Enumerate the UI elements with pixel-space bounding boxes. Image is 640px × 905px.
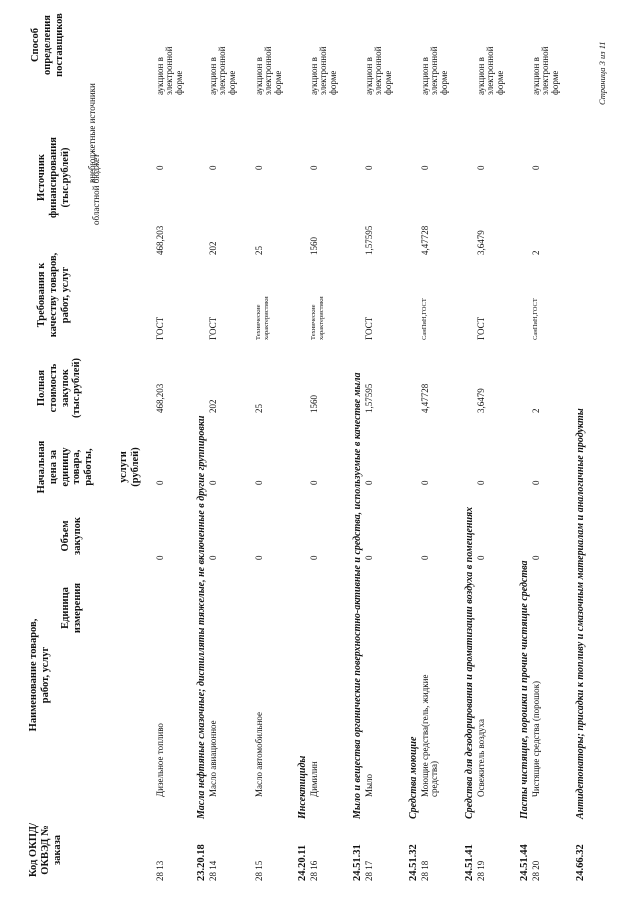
item-volume: 0 [531,555,541,560]
group-code: 24.51.31 [352,844,363,881]
item-requirements: ГОСТ [364,316,374,340]
item-method: аукцион в электронной форме [420,46,449,95]
order-number: 28 19 [476,860,486,881]
item-total: 1560 [309,395,319,413]
item-requirements: ГОСТ [208,316,218,340]
item-extra: 0 [476,165,486,170]
item-extra: 0 [309,165,319,170]
item-extra: 0 [254,165,264,170]
header-requirements: Требования к качеству товаров, работ, услуг [36,252,71,338]
group-code: 24.66.32 [575,844,586,881]
group-title: Антидетонаторы; присадки к топливу и смазочным материалам и аналогичные продукты [575,408,586,819]
item-regional: 3,6479 [476,230,486,255]
header-funding-extra: внебюджетные источники [87,83,97,183]
item-volume: 0 [208,555,218,560]
header-price-top: Начальная цена за единицу товара, работы, [36,440,94,494]
item-extra: 0 [420,165,430,170]
item-price: 0 [309,480,319,485]
item-name: Чистящие средства (порошок) [531,681,541,797]
group-title: Масла нефтяные смазочные; дистилляты тяжелые, не включенные в другие группировки [196,415,207,819]
order-number: 28 13 [155,860,165,881]
group-title: Средства для дезодорирования и ароматизации воздуха в помещениях [464,506,475,819]
header-funding-regional: областной бюджет [91,153,101,225]
item-total: 3,6479 [476,388,486,413]
item-volume: 0 [420,555,430,560]
item-regional: 1560 [309,237,319,255]
page-number: Страница 3 из 11 [597,41,607,105]
item-volume: 0 [309,555,319,560]
item-total: 468,203 [155,383,165,413]
order-number: 28 14 [208,860,218,881]
item-name: Моющие средства(гель, жидкие средства) [420,674,440,797]
item-volume: 0 [155,555,165,560]
item-volume: 0 [364,555,374,560]
item-requirements: СанПиН,ГОСТ [532,298,539,340]
group-code: 24.51.44 [519,844,530,881]
group-code: 24.20.11 [297,844,308,881]
header-funding: Источник финансирования (тыс.рублей) [36,137,71,218]
item-requirements: Технические характеристики [310,296,325,340]
item-requirements: СанПиН,ГОСТ [421,298,428,340]
item-requirements: ГОСТ [476,316,486,340]
item-regional: 1,57595 [364,225,374,255]
item-regional: 468,203 [155,225,165,255]
header-unit: Единица измерения [60,582,83,634]
group-title: Инсектициды [297,755,308,819]
item-regional: 2 [531,250,541,255]
item-method: аукцион в электронной форме [531,46,560,95]
item-volume: 0 [476,555,486,560]
item-method: аукцион в электронной форме [208,46,237,95]
item-regional: 4,47728 [420,225,430,255]
item-regional: 25 [254,246,264,255]
item-extra: 0 [364,165,374,170]
item-extra: 0 [531,165,541,170]
item-total: 4,47728 [420,383,430,413]
group-title: Пасты чистящие, порошки и прочие чистящие средства [519,560,530,819]
item-name: Масло автомобильное [254,711,264,797]
header-price-bottom: услуги (рублей) [118,447,141,487]
order-number: 28 17 [364,860,374,881]
item-price: 0 [208,480,218,485]
item-method: аукцион в электронной форме [309,46,338,95]
order-number: 28 16 [309,860,319,881]
header-volume: Объем закупок [60,517,83,555]
item-method: аукцион в электронной форме [254,46,283,95]
header-method: Способ определения поставщиков [30,13,65,77]
group-code: 24.51.32 [408,844,419,881]
item-regional: 202 [208,241,218,255]
item-name: Масло авиационное [208,720,218,797]
item-total: 25 [254,404,264,413]
group-title: Мыло и вещества органические поверхностно-активные и средства, используемые в качестве мыла [352,372,363,819]
item-extra: 0 [208,165,218,170]
item-extra: 0 [155,165,165,170]
item-price: 0 [476,480,486,485]
item-name: Димилин [309,761,319,797]
item-requirements: ГОСТ [155,316,165,340]
item-requirements: Технические характеристики [255,296,270,340]
item-price: 0 [364,480,374,485]
order-number: 28 18 [420,860,430,881]
item-name: Дизельное топливо [155,723,165,797]
item-total: 202 [208,399,218,413]
header-total: Полная стоимость закупок (тыс.рублей) [36,357,83,419]
item-price: 0 [155,480,165,485]
item-method: аукцион в электронной форме [364,46,393,95]
item-volume: 0 [254,555,264,560]
item-total: 2 [531,408,541,413]
item-name: Освежитель воздуха [476,718,486,797]
item-name: Мыло [364,773,374,797]
item-total: 1,57595 [364,383,374,413]
item-price: 0 [420,480,430,485]
item-method: аукцион в электронной форме [155,46,184,95]
item-price: 0 [531,480,541,485]
order-number: 28 20 [531,860,541,881]
group-code: 24.51.41 [464,844,475,881]
group-code: 23.20.18 [196,844,207,881]
item-price: 0 [254,480,264,485]
header-code: Код ОКПД/ ОКВЭД № заказа [28,822,63,878]
order-number: 28 15 [254,860,264,881]
group-title: Средства моющие [408,736,419,819]
header-name: Наименование товаров, работ, услуг [28,618,51,732]
item-method: аукцион в электронной форме [476,46,505,95]
